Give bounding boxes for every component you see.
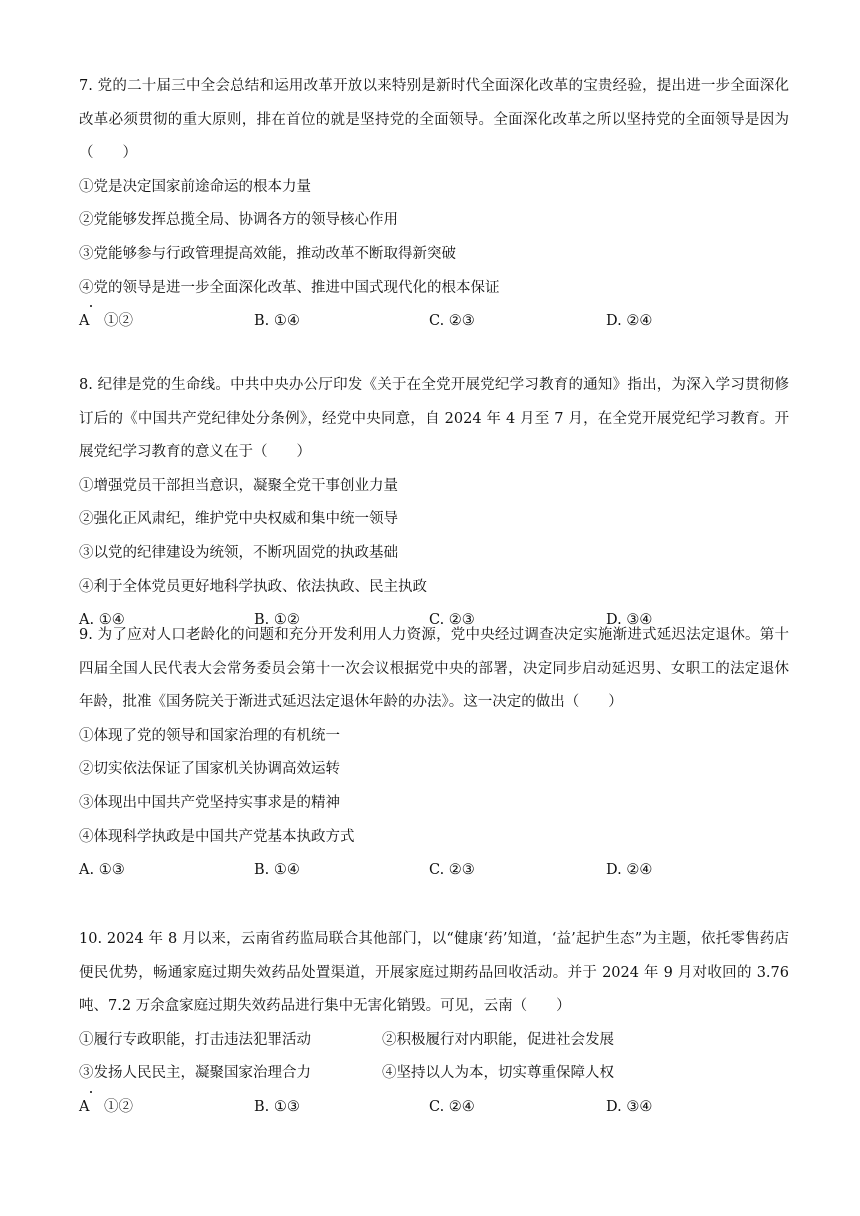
question-8-stem: 8. 纪律是党的生命线。中共中央办公厅印发《关于在全党开展党纪学习教育的通知》指出，为深入学习贯彻修订后的《中国共产党纪律处分条例》，经党中央同意，自 2024 年 4 月至 7 月，在全党开展党纪学习教育。开展党纪学习教育的意义在于（ ） [79, 377, 789, 461]
answer-a: A ①② [79, 313, 133, 330]
question-10-answers [79, 1091, 789, 1125]
question-10-stem: 10. 2024 年 8 月以来，云南省药监局联合其他部门，以“健康‘药’知道，‘益’起护生态”为主题，依托零售药店便民优势，畅通家庭过期失效药品处置渠道，开展家庭过期药品回收活动。并于 2024 年 9 月对收回的 3.76 吨、7.2 万余盒家庭过期失效药品进行集中无害化销毁。可见，云南（ ） [79, 931, 789, 1015]
question-8-option-3: ③以党的纪律建设为统领，不断巩固党的执政基础 [79, 544, 398, 561]
question-7-option-1: ①党是决定国家前途命运的根本力量 [79, 178, 311, 195]
question-9-answers [79, 854, 789, 888]
question-8-option-1: ①增强党员干部担当意识，凝聚全党干事创业力量 [79, 477, 398, 494]
question-10-option-1: ①履行专政职能，打击违法犯罪活动 [79, 1031, 311, 1048]
answer-d: D. ③④ [606, 1098, 653, 1115]
question-10-option-3: ③发扬人民民主，凝聚国家治理合力 [79, 1065, 311, 1082]
answer-b: B. ①③ [254, 1098, 300, 1115]
question-7 [79, 70, 789, 339]
answer-a: A. ①③ [79, 862, 125, 879]
question-10-options-row-1 [79, 1024, 789, 1058]
answer-d: D. ③④ [606, 612, 653, 629]
question-7-option-3: ③党能够参与行政管理提高效能，推动改革不断取得新突破 [79, 245, 456, 262]
answer-a-dot [90, 1091, 92, 1093]
answer-a: A. ①④ [79, 612, 125, 629]
question-7-option-2: ②党能够发挥总揽全局、协调各方的领导核心作用 [79, 212, 398, 229]
question-7-option-4: ④党的领导是进一步全面深化改革、推进中国式现代化的根本保证 [79, 279, 500, 296]
question-9-option-1: ①体现了党的领导和国家治理的有机统一 [79, 727, 340, 744]
answer-a: A ①② [79, 1098, 133, 1115]
question-10-option-2: ②积极履行对内职能，促进社会发展 [382, 1031, 614, 1048]
question-8-option-4: ④利于全体党员更好地科学执政、依法执政、民主执政 [79, 578, 427, 595]
answer-c: C. ②④ [429, 1098, 475, 1115]
answer-c: C. ②③ [429, 612, 475, 629]
answer-d: D. ②④ [606, 862, 653, 879]
answer-c: C. ②③ [429, 862, 475, 879]
question-9-option-2: ②切实依法保证了国家机关协调高效运转 [79, 761, 340, 778]
question-10-option-4: ④坚持以人为本，切实尊重保障人权 [382, 1065, 614, 1082]
question-7-stem: 7. 党的二十届三中全会总结和运用改革开放以来特别是新时代全面深化改革的宝贵经验，提出进一步全面深化改革必须贯彻的重大原则，排在首位的就是坚持党的全面领导。全面深化改革之所以坚持党的全面领导是因为（ ） [79, 78, 789, 162]
question-8 [79, 369, 789, 638]
answer-b: B. ①④ [254, 862, 300, 879]
question-10-options-row-2 [79, 1057, 789, 1091]
answer-c: C. ②③ [429, 313, 475, 330]
answer-d: D. ②④ [606, 313, 653, 330]
question-9 [79, 619, 789, 888]
answer-b: B. ①④ [254, 313, 300, 330]
answer-b: B. ①② [254, 612, 300, 629]
question-7-answers [79, 305, 789, 339]
question-8-option-2: ②强化正风肃纪，维护党中央权威和集中统一领导 [79, 511, 398, 528]
question-9-stem: 9. 为了应对人口老龄化的问题和充分开发利用人力资源，党中央经过调查决定实施渐进式延迟法定退休。第十四届全国人民代表大会常务委员会第十一次会议根据党中央的部署，决定同步启动延迟男、女职工的法定退休年龄，批准《国务院关于渐进式延迟法定退休年龄的办法》。这一决定的做出（ ） [79, 627, 789, 711]
question-10 [79, 923, 789, 1125]
question-9-option-4: ④体现科学执政是中国共产党基本执政方式 [79, 828, 355, 845]
question-9-option-3: ③体现出中国共产党坚持实事求是的精神 [79, 794, 340, 811]
